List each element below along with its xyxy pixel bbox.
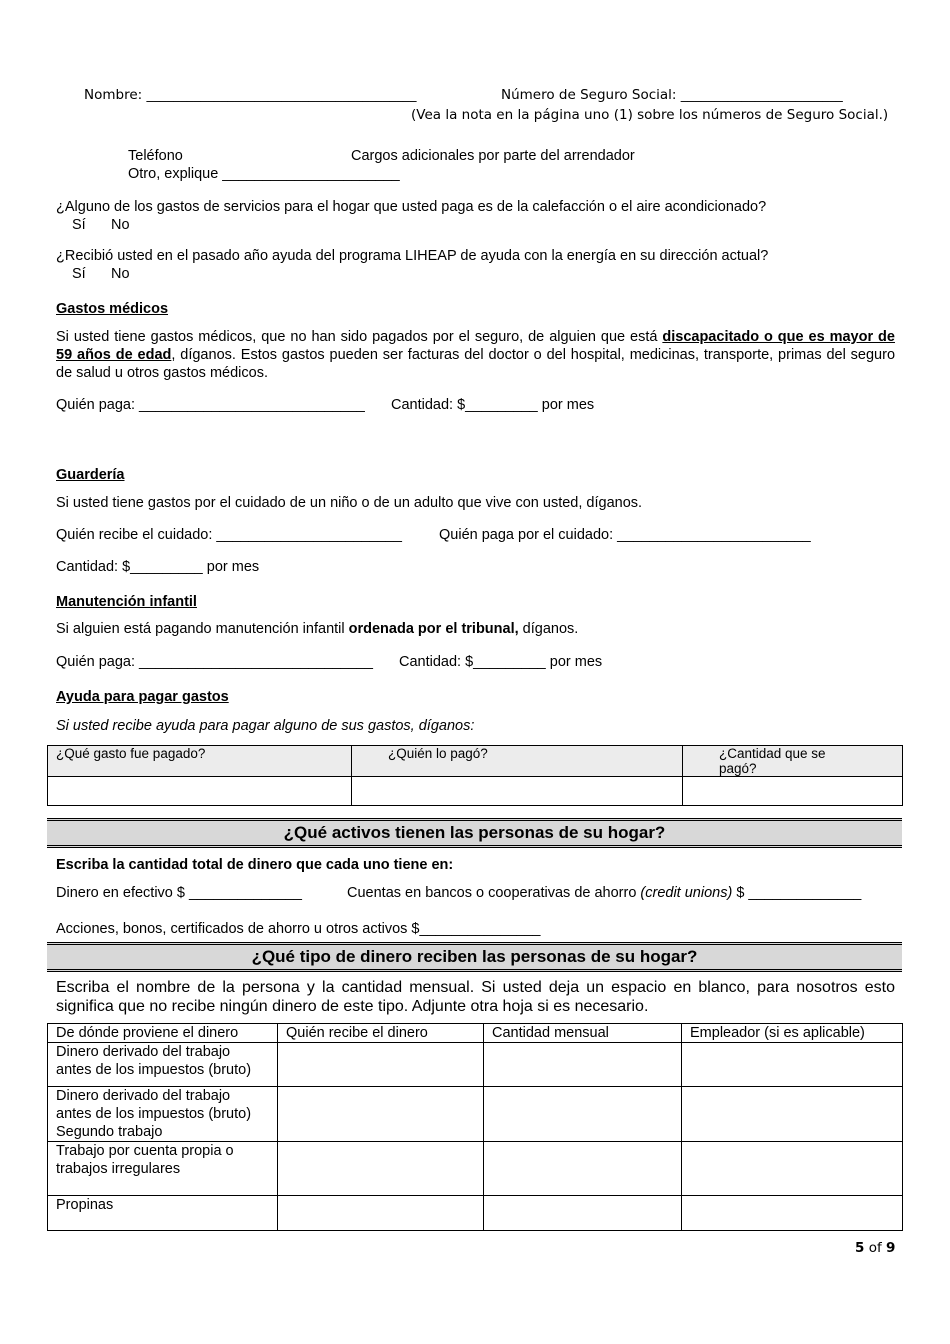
income-source-cell: Dinero derivado del trabajo antes de los impuestos (bruto) bbox=[48, 1043, 278, 1087]
employer-cell[interactable] bbox=[682, 1142, 903, 1196]
child-support-amount-field[interactable]: Cantidad: $_________ por mes bbox=[399, 654, 603, 670]
column-header: ¿Qué gasto fue pagado? bbox=[48, 746, 352, 777]
table-header-row bbox=[48, 1024, 903, 1043]
daycare-who-pays-field[interactable]: Quién paga por el cuidado: ________________________ bbox=[439, 527, 811, 543]
child-support-who-pays-field[interactable]: Quién paga: _____________________________ bbox=[56, 654, 373, 670]
bank-accounts-field[interactable]: Cuentas en bancos o cooperativas de ahorro (credit unions) $ ______________ bbox=[347, 885, 862, 901]
column-header: ¿Cantidad que se pagó? bbox=[683, 746, 903, 777]
child-support-heading: Manutención infantil bbox=[56, 594, 197, 610]
column-header: Cantidad mensual bbox=[484, 1024, 682, 1043]
employer-cell[interactable] bbox=[682, 1043, 903, 1087]
income-instructions: Escriba el nombre de la persona y la cantidad mensual. Si usted deja un espacio en blanco, para nosotros esto significa que no recibe ningún dinero de este tipo. Adjunte otra hoja si es necesario. bbox=[56, 979, 895, 1015]
assets-instruction: Escriba la cantidad total de dinero que cada uno tiene en: bbox=[56, 857, 454, 873]
daycare-who-receives-field[interactable]: Quién recibe el cuidado: _______________________ bbox=[56, 527, 402, 543]
help-paying-heading: Ayuda para pagar gastos bbox=[56, 689, 229, 705]
daycare-heading: Guardería bbox=[56, 467, 125, 483]
help-paying-text: Si usted recibe ayuda para pagar alguno de sus gastos, díganos: bbox=[56, 718, 475, 734]
payer-cell[interactable] bbox=[352, 777, 683, 806]
income-table bbox=[47, 1023, 903, 1231]
table-row bbox=[48, 1196, 903, 1231]
column-header: ¿Quién lo pagó? bbox=[352, 746, 683, 777]
table-row bbox=[48, 1087, 903, 1142]
income-source-cell: Dinero derivado del trabajo antes de los impuestos (bruto) Segundo trabajo bbox=[48, 1087, 278, 1142]
liheap-question: ¿Recibió usted en el pasado año ayuda del programa LIHEAP de ayuda con la energía en su dirección actual? bbox=[56, 248, 769, 264]
liheap-no-option[interactable]: No bbox=[111, 266, 130, 282]
column-header: Quién recibe el dinero bbox=[278, 1024, 484, 1043]
liheap-yes-option[interactable]: Sí bbox=[72, 266, 86, 282]
amount-cell[interactable] bbox=[683, 777, 903, 806]
assets-banner: ¿Qué activos tienen las personas de su hogar? bbox=[47, 818, 902, 848]
recipient-cell[interactable] bbox=[278, 1087, 484, 1142]
recipient-cell[interactable] bbox=[278, 1043, 484, 1087]
stocks-field[interactable]: Acciones, bonos, certificados de ahorro u otros activos $_______________ bbox=[56, 921, 541, 937]
heating-no-option[interactable]: No bbox=[111, 217, 130, 233]
landlord-charges-option: Cargos adicionales por parte del arrendador bbox=[351, 148, 635, 164]
heating-question: ¿Alguno de los gastos de servicios para el hogar que usted paga es de la calefacción o el aire acondicionado? bbox=[56, 199, 767, 215]
heating-yes-option[interactable]: Sí bbox=[72, 217, 86, 233]
monthly-amount-cell[interactable] bbox=[484, 1142, 682, 1196]
employer-cell[interactable] bbox=[682, 1196, 903, 1231]
medical-paragraph: Si usted tiene gastos médicos, que no han sido pagados por el seguro, de alguien que está discapacitado o que es mayor de 59 años de edad, díganos. Estos gastos pueden ser facturas del doctor o del hospital, medicinas, transporte, primas del seguro de salud u otros gastos médicos. bbox=[56, 329, 896, 381]
ssn-note: (Vea la nota en la página uno (1) sobre los números de Seguro Social.) bbox=[411, 107, 889, 123]
daycare-amount-field[interactable]: Cantidad: $_________ por mes bbox=[56, 559, 260, 575]
recipient-cell[interactable] bbox=[278, 1196, 484, 1231]
daycare-text: Si usted tiene gastos por el cuidado de un niño o de un adulto que vive con usted, díganos. bbox=[56, 495, 643, 511]
expense-cell[interactable] bbox=[48, 777, 352, 806]
income-banner: ¿Qué tipo de dinero reciben las personas de su hogar? bbox=[47, 942, 902, 972]
ssn-field[interactable]: Número de Seguro Social: ________________________ bbox=[501, 87, 843, 103]
other-explain-field[interactable]: Otro, explique ______________________ bbox=[128, 166, 400, 182]
monthly-amount-cell[interactable] bbox=[484, 1087, 682, 1142]
telephone-option: Teléfono bbox=[128, 148, 183, 164]
income-source-cell: Trabajo por cuenta propia o trabajos irregulares bbox=[48, 1142, 278, 1196]
medical-heading: Gastos médicos bbox=[56, 301, 169, 317]
recipient-cell[interactable] bbox=[278, 1142, 484, 1196]
medical-amount-field[interactable]: Cantidad: $_________ por mes bbox=[391, 397, 595, 413]
page-number: 5 of 9 bbox=[855, 1240, 896, 1256]
employer-cell[interactable] bbox=[682, 1087, 903, 1142]
column-header: Empleador (si es aplicable) bbox=[682, 1024, 903, 1043]
child-support-text: Si alguien está pagando manutención infantil ordenada por el tribunal, díganos. bbox=[56, 621, 579, 637]
help-paying-table bbox=[47, 745, 903, 806]
monthly-amount-cell[interactable] bbox=[484, 1196, 682, 1231]
column-header: De dónde proviene el dinero bbox=[48, 1024, 278, 1043]
table-row bbox=[48, 777, 903, 806]
name-field[interactable]: Nombre: ________________________________________ bbox=[84, 87, 417, 103]
medical-who-pays-field[interactable]: Quién paga: ____________________________ bbox=[56, 397, 365, 413]
income-source-cell: Propinas bbox=[48, 1196, 278, 1231]
cash-field[interactable]: Dinero en efectivo $ ______________ bbox=[56, 885, 302, 901]
table-row bbox=[48, 1043, 903, 1087]
table-row bbox=[48, 1142, 903, 1196]
monthly-amount-cell[interactable] bbox=[484, 1043, 682, 1087]
